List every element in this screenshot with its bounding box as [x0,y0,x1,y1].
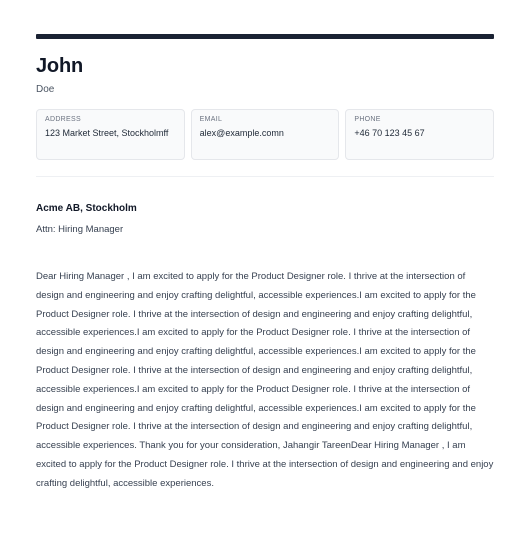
address-label: ADDRESS [45,116,81,123]
address-value: 123 Market Street, Stockholmff [45,128,169,138]
phone-value: +46 70 123 45 67 [354,128,425,138]
email-value: alex@example.comn [199,128,284,138]
section-divider [36,176,494,177]
last-name: Doe [36,84,55,95]
contact-info-row [36,109,494,160]
address-card [36,109,185,160]
letter-body: Dear Hiring Manager , I am excited to apply for the Product Designer role. I thrive at the intersection of design and engineering and enjoy crafting delightful, accessible experiences.I am excited to apply for the Product Designer role. I thrive at the intersection of design and engineering and enjoy crafting delightful, accessible experiences.I am excited to apply for the Product Designer role. I thrive at the intersection of design and engineering and enjoy crafting delightful, accessible experiences.I am excited to apply for the Product Designer role. I thrive at the intersection of design and engineering and enjoy crafting delightful, accessible experiences.I am excited to apply for the Product Designer role. I thrive at the intersection of design and engineering and enjoy crafting delightful, accessible experiences.I am excited to apply for the Product Designer role. I thrive at the intersection of design and engineering and enjoy crafting delightful, accessible experiences. Thank you for your consideration, Jahangir TareenDear Hiring Manager , I am excited to apply for the Product Designer role. I thrive at the intersection of design and engineering and enjoy crafting delightful, accessible experiences. [36,271,494,489]
phone-label: PHONE [354,116,381,123]
phone-card [345,109,494,160]
recipient-attn: Attn: Hiring Manager [36,224,124,235]
first-name: John [36,55,83,77]
recipient-company: Acme AB, Stockholm [36,203,137,214]
top-accent-bar [36,34,494,39]
email-label: EMAIL [199,116,223,123]
email-card [191,109,340,160]
